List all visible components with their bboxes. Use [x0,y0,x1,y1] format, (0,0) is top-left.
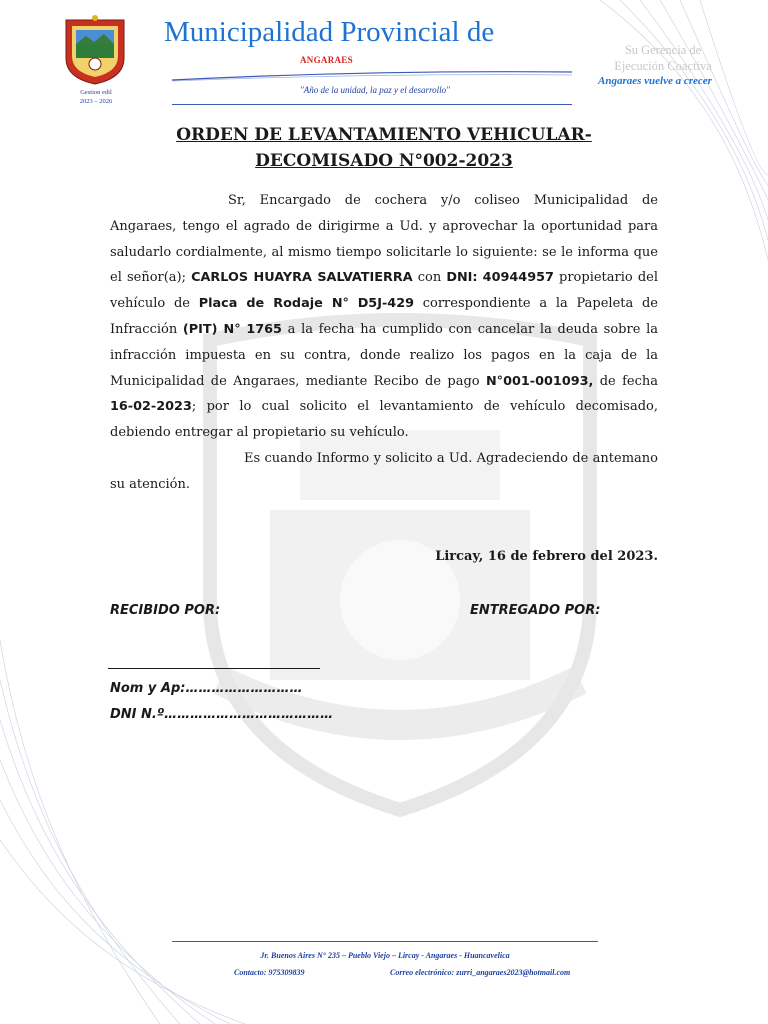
dni-field: DNI N.º………………………………… [110,707,334,722]
office-name [580,42,746,74]
header-underline [172,103,572,106]
receipt-date: 16-02-2023 [110,399,192,415]
body-text-g: ; por lo cual solicito el levantamiento de vehículo decomisado, debiendo entregar al propietario su vehículo. [110,399,658,441]
gestion-years: 2023 – 2026 [79,98,113,105]
document-body [110,188,658,498]
received-by-label: RECIBIDO POR: [110,603,221,618]
body-paragraph-2 [110,446,658,498]
footer-contact: Contacto: 975309839 [234,968,305,977]
pit-label: (PIT) N° [182,321,241,337]
year-motto: "Año de la unidad, la paz y el desarrollo" [300,85,450,95]
footer-divider [172,940,598,943]
name-field: Nom y Ap:……………………… [110,681,303,696]
gestion-label: Gestion edil [80,89,112,96]
closing-text: Es cuando Informo y solicito a Ud. Agradeciendo de antemano su atención. [110,450,658,492]
footer-email: Correo electrónico: zurri_angaraes2023@hotmail.com [390,968,571,977]
footer-address: Jr. Buenos Aires N° 235 – Pueblo Viejo – Lircay - Angaraes - Huancavelica [260,951,510,960]
header-divider-wave [172,68,572,82]
document-title-line-2: DECOMISADO N°002-2023 [255,151,513,171]
body-text-d: correspondiente a la Papeleta de Infracción [110,296,658,337]
body-text-e: a la fecha ha cumplido con cancelar la deuda sobre la infracción impuesta en su contra, donde realizo los pagos en la caja de la Municipalidad de Angaraes, mediante Recibo de pago [110,321,659,389]
plate-label: Placa de Rodaje N° [198,296,349,312]
signature-line [108,668,320,669]
municipal-crest-logo [62,14,128,86]
pit-value: 1765 [246,321,282,337]
plate-value: D5J-429 [357,296,414,312]
body-text-b: con [417,270,442,286]
gestion-edil-label [60,88,132,106]
body-text-c: propietario del vehículo de [110,270,658,312]
office-line-1: Su Gerencia de [624,43,702,57]
dni-value: 40944957 [482,270,554,286]
body-text-f: de fecha [599,373,658,389]
office-line-2: Ejecución Coactiva [614,59,712,73]
body-paragraph-1 [110,188,658,446]
slogan: Angaraes vuelve a crecer [598,75,712,87]
receipt-number: N°001-001093, [485,373,594,389]
document-title-line-1: ORDEN DE LEVANTAMIENTO VEHICULAR- [176,125,592,145]
delivered-by-label: ENTREGADO POR: [470,603,601,618]
place-date: Lircay, 16 de febrero del 2023. [435,549,658,564]
document-title [110,122,658,174]
dni-label: DNI: [446,270,478,286]
municipality-title: Municipalidad Provincial de [164,16,495,48]
province-name: ANGARAES [300,55,353,65]
person-name: CARLOS HUAYRA SALVATIERRA [191,270,413,286]
body-text-a: Sr, Encargado de cochera y/o coliseo Municipalidad de Angaraes, tengo el agrado de dirigirme a Ud. y aprovechar la oportunidad para saludarlo cordialmente, al mismo tiempo solicitarle lo siguiente: se le informa que el señor(a); [110,193,658,286]
